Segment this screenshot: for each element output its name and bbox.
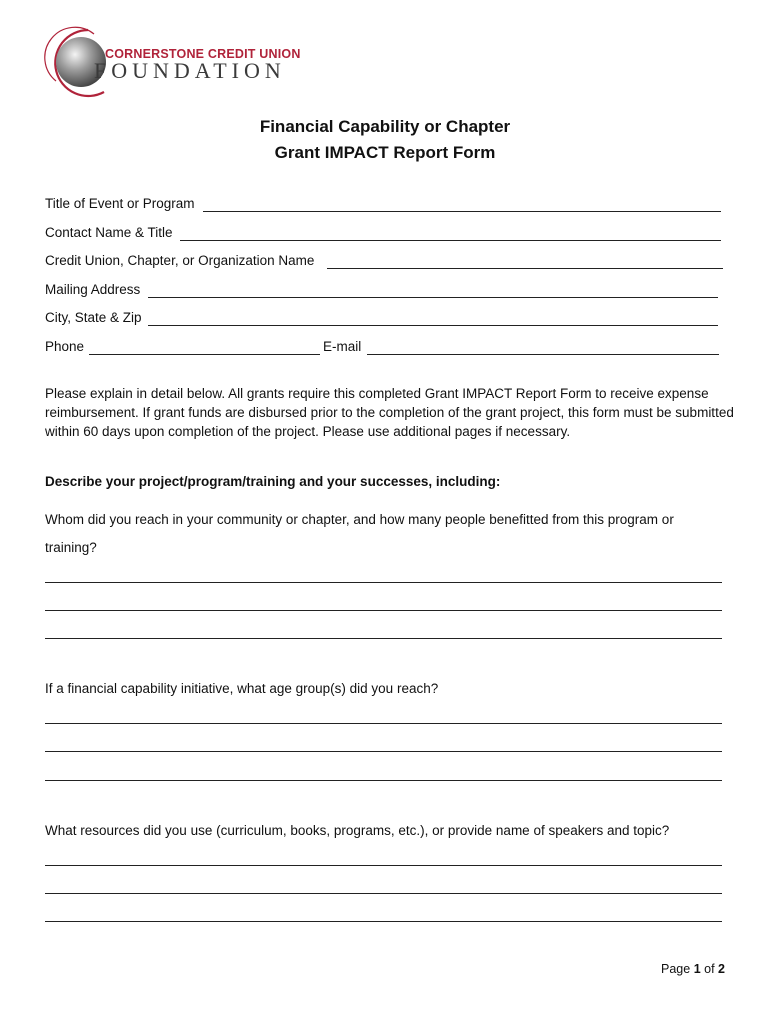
form-title-line1: Financial Capability or Chapter (259, 117, 511, 136)
mailing-address-label: Mailing Address (45, 282, 141, 297)
instructions-paragraph: Please explain in detail below. All grants require this completed Grant IMPACT Report Form to receive expense reimbursement. If grant funds are disbursed prior to the completion of the grant project, this form must be submitted within 60 days upon completion of the project. Please use additional pages if necessary. (45, 386, 734, 439)
total-pages: 2 (718, 962, 725, 976)
page-number (661, 962, 725, 976)
email-label: E-mail (323, 339, 362, 354)
phone-line[interactable] (89, 354, 320, 355)
organization-line[interactable] (327, 268, 723, 269)
answer-line[interactable] (45, 751, 722, 752)
question-age-groups: If a financial capability initiative, what age group(s) did you reach? (45, 681, 439, 696)
organization-label: Credit Union, Chapter, or Organization Name (45, 253, 315, 268)
city-state-zip-line[interactable] (148, 325, 718, 326)
answer-line[interactable] (45, 865, 722, 866)
answer-line[interactable] (45, 582, 722, 583)
current-page: 1 (693, 962, 701, 976)
event-title-line[interactable] (203, 211, 721, 212)
question-resources: What resources did you use (curriculum, books, programs, etc.), or provide name of speakers and topic? (45, 823, 670, 838)
contact-name-label: Contact Name & Title (45, 225, 173, 240)
answer-line[interactable] (45, 638, 722, 639)
phone-label: Phone (45, 339, 85, 354)
email-line[interactable] (367, 354, 719, 355)
of-word: of (704, 962, 715, 976)
form-title-line2: Grant IMPACT Report Form (274, 143, 496, 162)
question-reach: Whom did you reach in your community or chapter, and how many people benefitted from this program or training? (45, 512, 674, 555)
logo-foundation-wordmark: FOUNDATION (94, 58, 286, 83)
city-state-zip-label: City, State & Zip (45, 310, 142, 325)
contact-name-line[interactable] (180, 240, 721, 241)
foundation-logo (44, 26, 306, 98)
page-word: Page (661, 962, 691, 976)
event-title-label: Title of Event or Program (45, 196, 195, 211)
answer-line[interactable] (45, 893, 722, 894)
mailing-address-line[interactable] (148, 297, 718, 298)
answer-line[interactable] (45, 723, 722, 724)
answer-line[interactable] (45, 921, 722, 922)
answer-line[interactable] (45, 610, 722, 611)
logo-org-name: CORNERSTONE CREDIT UNION (105, 47, 301, 61)
answer-line[interactable] (45, 780, 722, 781)
describe-heading: Describe your project/program/training and your successes, including: (45, 474, 501, 489)
